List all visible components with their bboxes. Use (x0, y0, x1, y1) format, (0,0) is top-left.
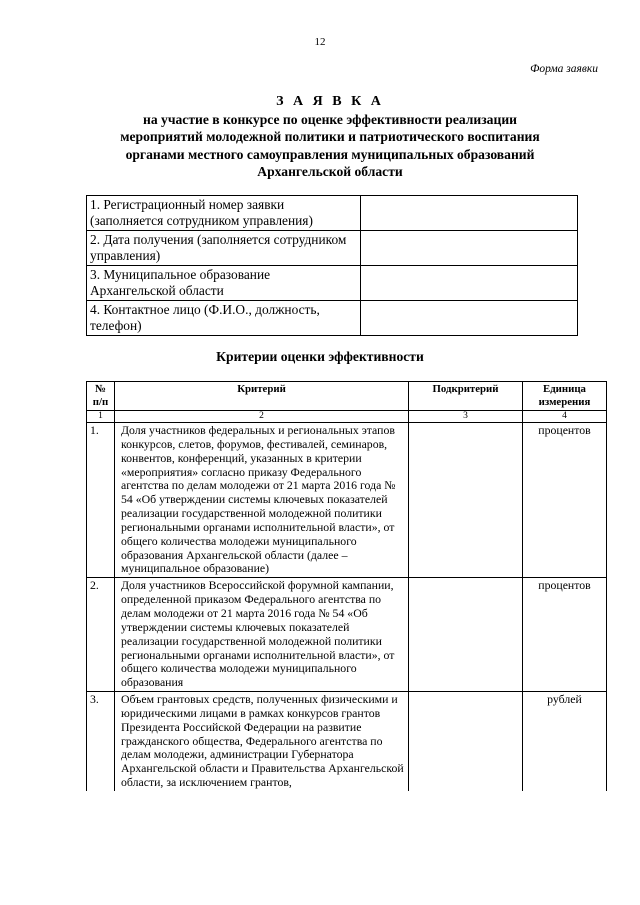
info-value-field[interactable] (361, 231, 578, 266)
row-criterion: Объем грантовых средств, полученных физическими и юридическими лицами в рамках конкурсов грантов Президента Российской Федерации на развитие гражданского общества, Федерального агентства по делам молодежи, администрации Губернатора Архангельской области и Правительства Архангельской области, за исключением грантов, (115, 692, 409, 791)
column-number: 1 (87, 411, 115, 423)
row-unit: рублей (523, 692, 607, 791)
header-criterion: Критерий (115, 382, 409, 411)
row-unit: процентов (523, 423, 607, 578)
title-line: мероприятий молодежной политики и патриотического воспитания (120, 129, 540, 144)
header-subcriterion: Подкритерий (409, 382, 523, 411)
info-row (87, 266, 578, 301)
info-label: 2. Дата получения (заполняется сотрудником управления) (87, 231, 361, 266)
column-number: 2 (115, 411, 409, 423)
row-subcriterion (409, 692, 523, 791)
row-criterion: Доля участников федеральных и региональных этапов конкурсов, слетов, форумов, фестивалей, семинаров, конвентов, конференций, указанных в критерии «мероприятия» согласно приказу Федерального агентства по делам молодежи от 21 марта 2016 года № 54 «Об утверждении системы ключевых показателей реализации государственной молодежной политики региональными органами исполнительной власти», от общего количества молодежи муниципального образования Архангельской области (далее – муниципальное образование) (115, 423, 409, 578)
title-line: Архангельской области (257, 164, 403, 179)
info-row (87, 196, 578, 231)
title-line: на участие в конкурсе по оценке эффективности реализации (143, 111, 517, 127)
info-row (87, 231, 578, 266)
info-row (87, 301, 578, 336)
info-label: 1. Регистрационный номер заявки (заполняется сотрудником управления) (87, 196, 361, 231)
row-criterion: Доля участников Всероссийской форумной кампании, определенной приказом Федерального агентства по делам молодежи от 21 марта 2016 года № 54 «Об утверждении системы ключевых показателей реализации государственной молодежной политики региональными органами исполнительной власти», от общего количества молодежи муниципального образования (115, 578, 409, 692)
row-subcriterion (409, 423, 523, 578)
table-row (87, 578, 607, 692)
info-value-field[interactable] (361, 301, 578, 336)
row-subcriterion (409, 578, 523, 692)
row-unit: процентов (523, 578, 607, 692)
page-number: 12 (314, 36, 326, 48)
document-title (60, 93, 600, 181)
row-number: 3. (87, 692, 115, 791)
column-numbers-row (87, 411, 607, 423)
info-value-field[interactable] (361, 196, 578, 231)
header-unit: Единица измерения (523, 382, 607, 411)
column-number: 3 (409, 411, 523, 423)
info-label: 4. Контактное лицо (Ф.И.О., должность, телефон) (87, 301, 361, 336)
header-number: № п/п (87, 382, 115, 411)
info-value-field[interactable] (361, 266, 578, 301)
info-label: 3. Муниципальное образование Архангельской области (87, 266, 361, 301)
title-line: органами местного самоуправления муниципальных образований (125, 146, 535, 162)
table-row (87, 692, 607, 791)
title-main: З А Я В К А (276, 94, 384, 109)
row-number: 1. (87, 423, 115, 578)
form-label: Форма заявки (530, 63, 598, 75)
criteria-header-row (87, 382, 607, 411)
row-number: 2. (87, 578, 115, 692)
criteria-title: Критерии оценки эффективности (216, 349, 424, 364)
criteria-table (86, 381, 607, 791)
column-number: 4 (523, 411, 607, 423)
application-info-table (86, 195, 578, 336)
table-row (87, 423, 607, 578)
